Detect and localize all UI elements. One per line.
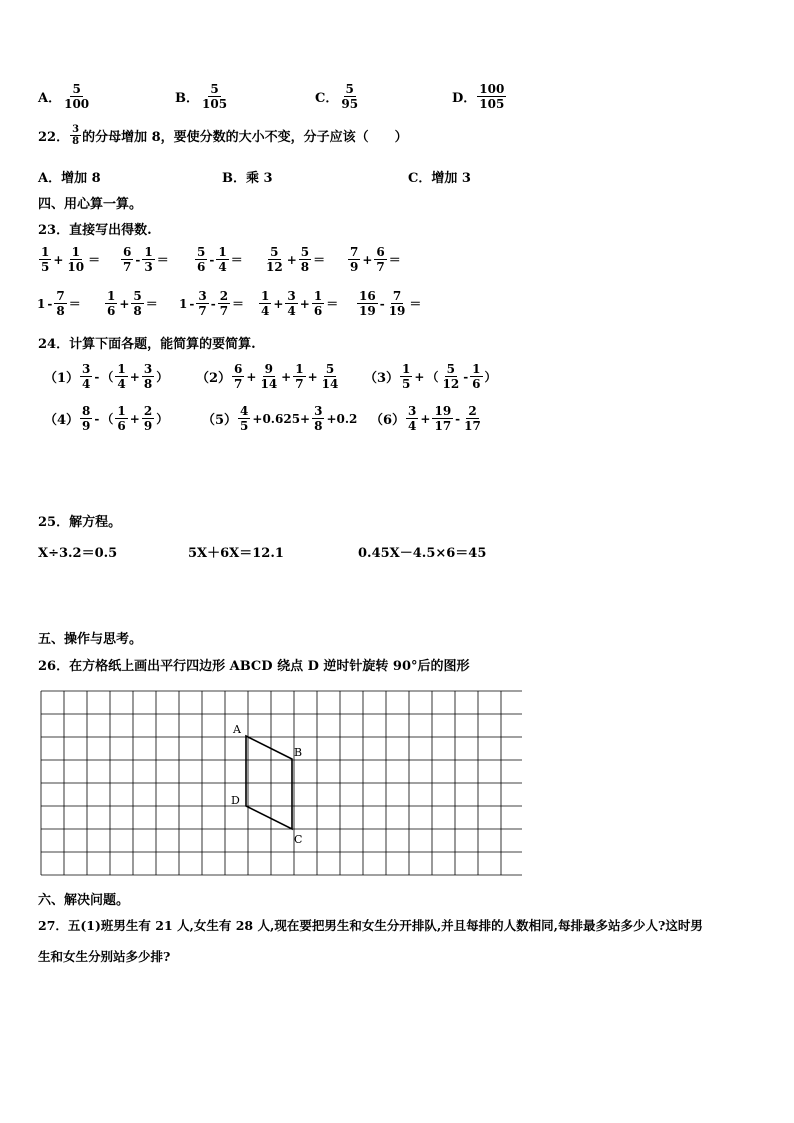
op: （ bbox=[101, 412, 114, 426]
op: - bbox=[379, 296, 385, 311]
frac-num: 7 bbox=[392, 289, 402, 303]
q23-item-8 bbox=[178, 289, 245, 318]
frac-den: 4 bbox=[287, 304, 296, 318]
frac-num: 5 bbox=[345, 82, 354, 96]
question-number: 22． bbox=[38, 130, 70, 145]
q25-title: 25．解方程。 bbox=[38, 515, 122, 530]
q23-item-4 bbox=[263, 245, 326, 274]
frac-num: 5 bbox=[210, 82, 219, 96]
frac-den: 105 bbox=[202, 97, 228, 111]
op: - bbox=[94, 411, 100, 426]
q22-option-c: C．增加 3 bbox=[408, 171, 471, 186]
frac-num: 3 bbox=[314, 404, 323, 418]
q23-item-2 bbox=[120, 245, 170, 274]
op: - bbox=[47, 296, 53, 311]
option-letter: A． bbox=[38, 91, 62, 106]
q21-option-a bbox=[38, 82, 92, 111]
q27-line-2: 生和女生分别站多少排? bbox=[38, 949, 171, 964]
op: +0.2 bbox=[326, 411, 358, 426]
frac-num: 3 bbox=[143, 362, 153, 376]
frac-den: 14 bbox=[260, 377, 278, 391]
frac-den: 4 bbox=[117, 377, 126, 391]
frac-num: 3 bbox=[82, 362, 91, 376]
op: ） bbox=[156, 412, 169, 426]
op: ＝ bbox=[388, 253, 401, 267]
op: （ bbox=[426, 370, 439, 384]
q23-item-7 bbox=[104, 289, 159, 318]
frac-den: 5 bbox=[41, 260, 50, 274]
q24-problem-2 bbox=[196, 362, 341, 391]
q23-item-9 bbox=[258, 289, 339, 318]
op: + bbox=[307, 369, 318, 384]
frac-num: 3 bbox=[287, 289, 296, 303]
option-letter: D． bbox=[452, 91, 477, 106]
frac-num: 1 bbox=[261, 289, 270, 303]
frac-den: 14 bbox=[321, 377, 339, 391]
frac-num: 2 bbox=[219, 289, 229, 303]
problem-label: （4） bbox=[44, 413, 80, 428]
q22-stem bbox=[38, 124, 408, 147]
op: - bbox=[209, 252, 215, 267]
frac-den: 8 bbox=[133, 304, 142, 318]
frac-den: 7 bbox=[234, 377, 243, 391]
frac-num: 3 bbox=[198, 289, 207, 303]
frac-den: 9 bbox=[350, 260, 359, 274]
frac-den: 17 bbox=[434, 419, 452, 433]
frac-den: 5 bbox=[240, 419, 249, 433]
op: - bbox=[189, 296, 195, 311]
section-6-heading: 六、解决问题。 bbox=[38, 893, 130, 908]
op: + bbox=[286, 252, 297, 267]
frac-den: 7 bbox=[123, 260, 132, 274]
op: ＝ bbox=[232, 297, 245, 311]
frac-num: 1 bbox=[41, 245, 50, 259]
op: + bbox=[246, 369, 257, 384]
op: ＝ bbox=[230, 253, 243, 267]
q22-option-a: A．增加 8 bbox=[38, 171, 101, 186]
option-letter: C． bbox=[315, 91, 339, 106]
frac-num: 5 bbox=[72, 82, 81, 96]
frac-den: 8 bbox=[314, 419, 323, 433]
op: 1 bbox=[37, 296, 46, 311]
frac-num: 19 bbox=[434, 404, 452, 418]
problem-label: （6） bbox=[370, 413, 406, 428]
point-label-d: D bbox=[231, 794, 240, 807]
frac-den: 17 bbox=[464, 419, 481, 433]
frac-num: 3 bbox=[72, 124, 80, 135]
frac-num: 1 bbox=[117, 362, 126, 376]
frac-num: 9 bbox=[264, 362, 273, 376]
q25-equation-2: 5X＋6X＝12.1 bbox=[188, 546, 284, 561]
frac-num: 3 bbox=[408, 404, 417, 418]
op: 1 bbox=[179, 296, 188, 311]
op: ＝ bbox=[88, 253, 101, 267]
q26-title: 26．在方格纸上画出平行四边形 ABCD 绕点 D 逆时针旋转 90°后的图形 bbox=[38, 659, 470, 674]
op: ＝ bbox=[145, 297, 158, 311]
frac-den: 4 bbox=[408, 419, 417, 433]
frac-den: 6 bbox=[107, 304, 116, 318]
frac-num: 1 bbox=[107, 289, 116, 303]
op: （ bbox=[101, 370, 114, 384]
frac-num: 100 bbox=[479, 82, 505, 96]
frac-den: 6 bbox=[313, 304, 323, 318]
frac-num: 5 bbox=[300, 245, 310, 259]
frac-den: 7 bbox=[198, 304, 207, 318]
problem-label: （1） bbox=[44, 371, 80, 386]
frac-den: 7 bbox=[295, 377, 304, 391]
frac-num: 16 bbox=[359, 289, 376, 303]
frac-den: 8 bbox=[56, 304, 65, 318]
op: - bbox=[463, 369, 469, 384]
q25-equation-1: X÷3.2＝0.5 bbox=[38, 546, 118, 561]
op: - bbox=[135, 252, 141, 267]
frac-den: 8 bbox=[72, 136, 80, 147]
frac-den: 4 bbox=[261, 304, 270, 318]
frac-den: 12 bbox=[442, 377, 460, 391]
frac-den: 10 bbox=[67, 260, 85, 274]
frac-den: 6 bbox=[197, 260, 206, 274]
frac-num: 6 bbox=[234, 362, 243, 376]
frac-num: 1 bbox=[117, 404, 126, 418]
op: ） bbox=[156, 370, 169, 384]
frac-den: 8 bbox=[300, 260, 310, 274]
option-letter: B． bbox=[175, 91, 199, 106]
op: ＝ bbox=[326, 297, 339, 311]
op: + bbox=[273, 296, 284, 311]
q24-problem-5 bbox=[202, 404, 358, 433]
problem-label: （5） bbox=[202, 413, 238, 428]
frac-den: 105 bbox=[479, 97, 505, 111]
q21-option-c bbox=[315, 82, 361, 111]
q23-item-6 bbox=[36, 289, 82, 318]
frac-den: 19 bbox=[388, 304, 406, 318]
frac-num: 7 bbox=[350, 245, 359, 259]
q24-title: 24．计算下面各题，能简算的要简算. bbox=[38, 337, 256, 352]
op: - bbox=[94, 369, 100, 384]
op: ＝ bbox=[68, 297, 81, 311]
frac-den: 6 bbox=[117, 419, 126, 433]
frac-den: 9 bbox=[143, 419, 153, 433]
op: ＝ bbox=[313, 253, 326, 267]
frac-num: 8 bbox=[82, 404, 91, 418]
op: + bbox=[362, 252, 373, 267]
op: + bbox=[119, 296, 130, 311]
op: ） bbox=[484, 370, 497, 384]
op: + bbox=[129, 369, 140, 384]
frac-num: 6 bbox=[123, 245, 132, 259]
frac-num: 1 bbox=[218, 245, 227, 259]
grid-paper bbox=[40, 690, 522, 878]
frac-num: 5 bbox=[133, 289, 142, 303]
q23-item-10 bbox=[356, 289, 422, 318]
frac-num: 1 bbox=[71, 245, 80, 259]
q22-option-b: B．乘 3 bbox=[222, 171, 273, 186]
q25-equation-3: 0.45X－4.5×6＝45 bbox=[358, 546, 487, 561]
frac-den: 95 bbox=[341, 97, 359, 111]
frac-den: 3 bbox=[144, 260, 153, 274]
frac-num: 1 bbox=[472, 362, 481, 376]
q21-option-d bbox=[452, 82, 507, 111]
q21-option-b bbox=[175, 82, 230, 111]
frac-num: 7 bbox=[56, 289, 65, 303]
question-text: 的分母增加 8，要使分数的大小不变，分子应该（ ） bbox=[82, 130, 408, 145]
frac-den: 5 bbox=[402, 377, 411, 391]
frac-num: 5 bbox=[446, 362, 456, 376]
op: - bbox=[455, 411, 461, 426]
frac-num: 4 bbox=[240, 404, 249, 418]
frac-den: 8 bbox=[143, 377, 153, 391]
point-label-a: A bbox=[233, 723, 241, 736]
section-4-heading: 四、用心算一算。 bbox=[38, 197, 143, 212]
frac-num: 5 bbox=[270, 245, 279, 259]
op: + bbox=[53, 252, 64, 267]
frac-den: 4 bbox=[82, 377, 91, 391]
op: + bbox=[414, 369, 425, 384]
op: +0.625+ bbox=[252, 411, 311, 426]
op: + bbox=[281, 369, 292, 384]
frac-num: 1 bbox=[144, 245, 153, 259]
q27-line-1: 27．五(1)班男生有 21 人,女生有 28 人,现在要把男生和女生分开排队,并且每排的人数相同,每排最多站多少人?这时男 bbox=[38, 918, 703, 933]
q23-title: 23．直接写出得数. bbox=[38, 223, 152, 238]
op: + bbox=[420, 411, 431, 426]
q23-item-5 bbox=[347, 245, 402, 274]
q24-problem-1 bbox=[44, 362, 169, 391]
frac-den: 7 bbox=[376, 260, 385, 274]
frac-num: 5 bbox=[197, 245, 206, 259]
point-label-c: C bbox=[294, 833, 303, 846]
frac-num: 1 bbox=[402, 362, 411, 376]
q24-problem-3 bbox=[364, 362, 498, 391]
frac-den: 100 bbox=[64, 97, 90, 111]
op: + bbox=[299, 296, 310, 311]
frac-num: 6 bbox=[376, 245, 385, 259]
q24-problem-4 bbox=[44, 404, 169, 433]
op: ＝ bbox=[409, 297, 422, 311]
frac-den: 9 bbox=[82, 419, 91, 433]
frac-den: 19 bbox=[359, 304, 376, 318]
section-5-heading: 五、操作与思考。 bbox=[38, 632, 143, 647]
parallelogram-abcd bbox=[246, 736, 292, 829]
frac-num: 1 bbox=[313, 289, 323, 303]
frac-num: 1 bbox=[295, 362, 304, 376]
frac-num: 2 bbox=[143, 404, 153, 418]
frac-num: 5 bbox=[325, 362, 335, 376]
point-label-b: B bbox=[294, 746, 303, 759]
q23-item-3 bbox=[194, 245, 244, 274]
frac-den: 12 bbox=[266, 260, 283, 274]
frac-den: 4 bbox=[218, 260, 227, 274]
q24-problem-6 bbox=[370, 404, 484, 433]
frac-num: 2 bbox=[468, 404, 477, 418]
frac-den: 6 bbox=[472, 377, 481, 391]
op: ＝ bbox=[156, 253, 169, 267]
op: + bbox=[129, 411, 140, 426]
frac-den: 7 bbox=[219, 304, 229, 318]
op: - bbox=[210, 296, 216, 311]
problem-label: （2） bbox=[196, 371, 232, 386]
q23-item-1 bbox=[38, 245, 101, 274]
problem-label: （3） bbox=[364, 371, 400, 386]
